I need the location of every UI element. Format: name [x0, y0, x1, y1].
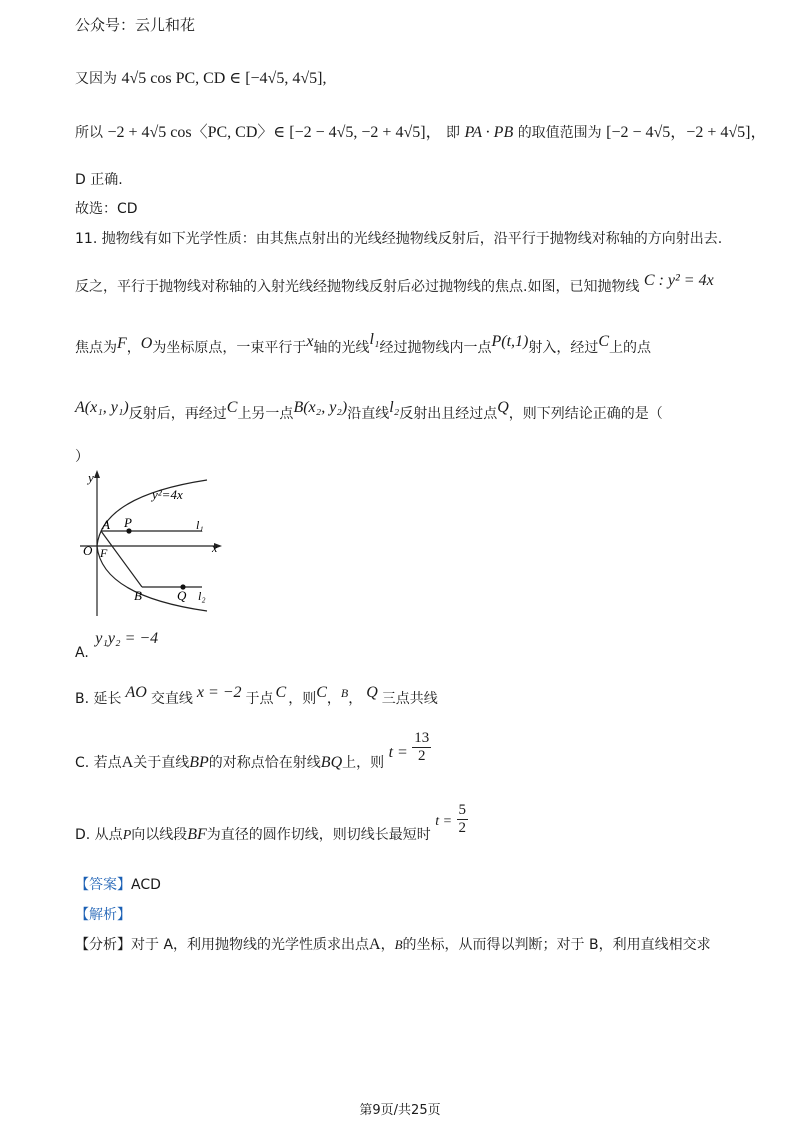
- analysis-line: 【分析】对于 A，利用抛物线的光学性质求出点A，B的坐标，从而得以判断；对于 B，利用直线相交求: [75, 936, 711, 953]
- question-line-1: 11. 抛物线有如下光学性质：由其焦点射出的光线经抛物线反射后，沿平行于抛物线对称轴的方向射出去.: [75, 231, 723, 247]
- label-l1: l₁: [196, 518, 204, 532]
- label-b: B: [134, 588, 142, 603]
- label-x: x: [212, 541, 218, 555]
- question-line-2: 反之，平行于抛物线对称轴的入射光线经抛物线反射后必过抛物线的焦点.如图，已知抛物线 C : y² = 4x: [75, 272, 714, 295]
- label-equation: y²=4x: [152, 487, 183, 502]
- option-a: A. y₁y₂ = −4: [75, 630, 159, 661]
- label-o: O: [83, 543, 93, 558]
- option-c-fraction: $\frac{13}{2}$: [414, 730, 430, 764]
- label-f: F: [100, 546, 108, 560]
- line-2: 所以 −2 + 4√5 cos〈PC, CD〉∈ [−2 − 4√5, −2 + 4√5]， 即 PA · PB 的取值范围为 [−2 − 4√5，−2 + 4√5]，: [75, 124, 767, 141]
- label-q: Q: [177, 588, 187, 603]
- parabola-figure: [72, 466, 232, 622]
- label-y: y: [88, 470, 94, 485]
- answer-line: 【答案】ACD: [75, 877, 161, 893]
- question-line-4: A(x₁, y₁)反射后，再经过C上另一点B(x₂, y₂)沿直线l₂反射出且经过点Q，则下列结论正确的是（: [75, 399, 663, 422]
- question-line-5: ）: [75, 449, 89, 465]
- line-3: D 正确.: [75, 172, 123, 188]
- label-p: P: [124, 515, 132, 530]
- option-c: C. 若点A关于直线BP的对称点恰在射线BQ上，则 t = $\frac{13}{2}$: [75, 730, 430, 771]
- header-text: 公众号：云儿和花: [75, 16, 196, 34]
- label-a: A: [102, 517, 110, 532]
- label-l2: l₂: [198, 589, 206, 603]
- option-d: D. 从点P向以线段BF为直径的圆作切线，则切线长最短时 t = $\frac{5}{2}$: [75, 802, 467, 843]
- line-1: 又因为 4√5 cos PC, CD ∈ [−4√5, 4√5],: [75, 70, 327, 87]
- option-d-fraction: $\frac{5}{2}$: [458, 802, 467, 836]
- line-4: 故选：CD: [75, 201, 138, 217]
- question-line-3: 焦点为F，O为坐标原点，一束平行于x轴的光线l₁经过抛物线内一点P(t,1)射入，经过C上的点: [75, 331, 652, 356]
- y-axis-arrow: [94, 470, 100, 478]
- analysis-heading: 【解析】: [75, 907, 131, 923]
- option-b: B. 延长 AO 交直线 x = −2 于点 C ，则C，B， Q 三点共线: [75, 684, 438, 707]
- page-footer: 第9页/共25页: [359, 1103, 441, 1118]
